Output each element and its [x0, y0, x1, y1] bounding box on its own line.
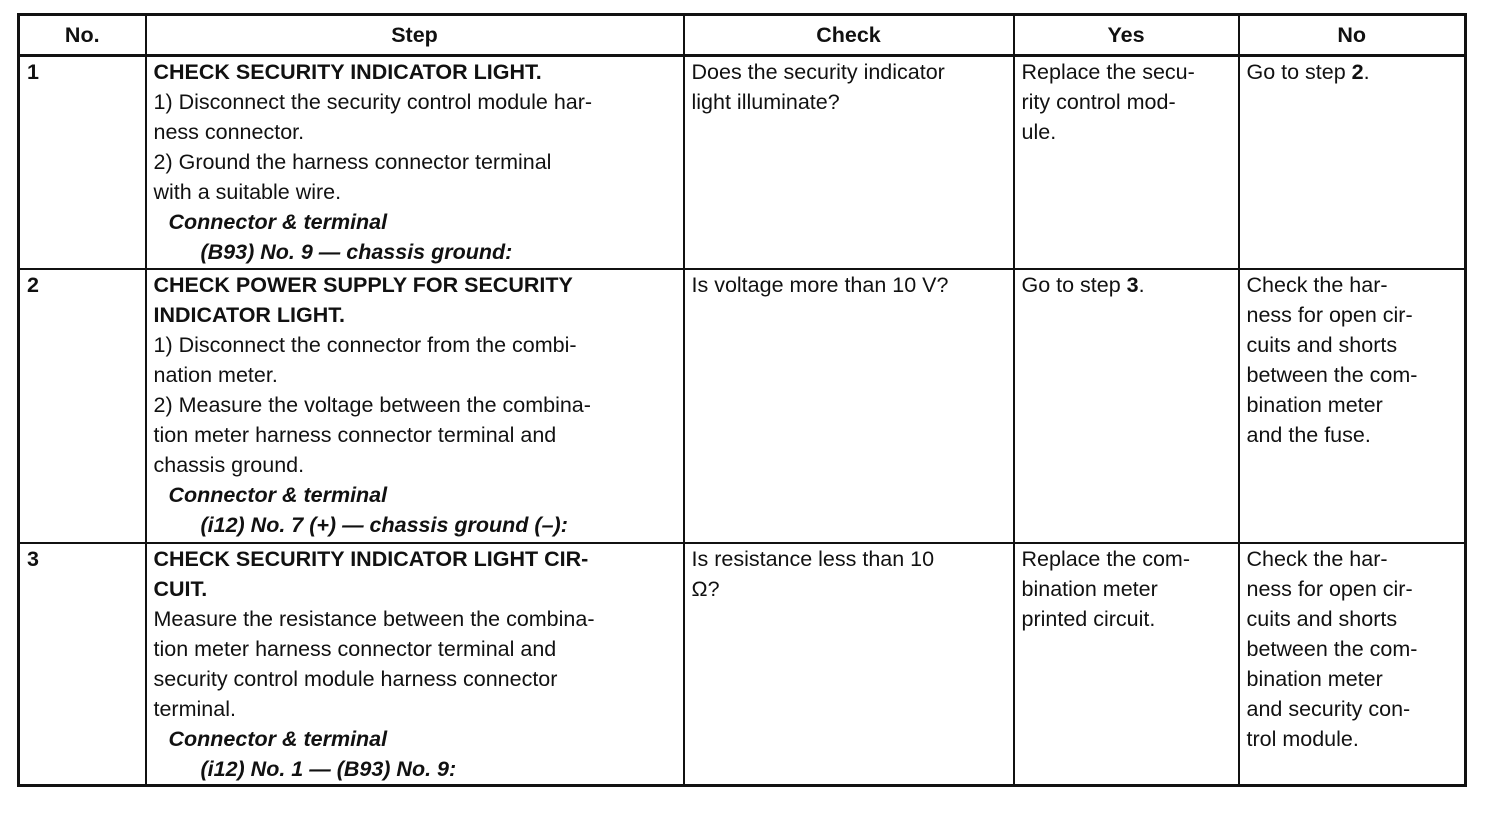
header-row [19, 15, 1466, 56]
step-number: 3 [19, 543, 146, 786]
step-text: tion meter harness connector terminal and [153, 423, 557, 447]
yes-text: ule. [1021, 120, 1057, 144]
step-text: 2) Measure the voltage between the combina- [153, 393, 591, 417]
no-text: and security con- [1246, 697, 1411, 721]
step-text: 1) Disconnect the connector from the combi- [153, 333, 577, 357]
connector-label: Connector & terminal [168, 727, 388, 751]
yes-text: Replace the com- [1021, 547, 1190, 571]
no-text: and the fuse. [1246, 423, 1371, 447]
no-text: cuits and shorts [1246, 333, 1398, 357]
goto-step-number: 3 [1126, 273, 1139, 297]
yes-text: printed circuit. [1021, 607, 1156, 631]
step-title: CHECK SECURITY INDICATOR LIGHT CIR- [153, 547, 589, 571]
goto-prefix: Go to step [1246, 60, 1352, 84]
step-text: terminal. [153, 697, 236, 721]
check-text: Ω? [691, 577, 720, 601]
yes-action [1014, 269, 1239, 543]
table-row [19, 269, 1466, 543]
table-row [19, 543, 1466, 786]
step-text: ness connector. [153, 120, 305, 144]
header-check: Check [684, 15, 1014, 56]
connector-terminal: (B93) No. 9 — chassis ground: [200, 240, 513, 264]
step-text: 1) Disconnect the security control module har- [153, 90, 593, 114]
no-text: trol module. [1246, 727, 1359, 751]
table-row [19, 56, 1466, 270]
check-text: light illuminate? [691, 90, 840, 114]
goto-step-number: 2 [1351, 60, 1364, 84]
step-description [146, 56, 684, 270]
no-text: bination meter [1246, 667, 1383, 691]
connector-label: Connector & terminal [168, 210, 388, 234]
step-description [146, 269, 684, 543]
check-text: Is voltage more than 10 V? [691, 273, 949, 297]
step-title: CHECK POWER SUPPLY FOR SECURITY [153, 273, 573, 297]
step-title: CUIT. [153, 577, 208, 601]
goto-suffix: . [1363, 60, 1370, 84]
no-text: ness for open cir- [1246, 303, 1413, 327]
step-text: security control module harness connector [153, 667, 558, 691]
yes-action [1014, 543, 1239, 786]
diagnostic-procedure-table [17, 13, 1467, 787]
connector-terminal: (i12) No. 7 (+) — chassis ground (–): [200, 513, 568, 537]
goto-suffix: . [1138, 273, 1145, 297]
goto-prefix: Go to step [1021, 273, 1127, 297]
check-text: Is resistance less than 10 [691, 547, 935, 571]
check-question [684, 56, 1014, 270]
step-text: nation meter. [153, 363, 278, 387]
yes-text: rity control mod- [1021, 90, 1176, 114]
yes-action [1014, 56, 1239, 270]
step-number: 1 [19, 56, 146, 270]
step-title: CHECK SECURITY INDICATOR LIGHT. [153, 60, 542, 84]
step-title: INDICATOR LIGHT. [153, 303, 346, 327]
header-no: No. [19, 15, 146, 56]
no-text: ness for open cir- [1246, 577, 1413, 601]
yes-text: bination meter [1021, 577, 1158, 601]
step-text: 2) Ground the harness connector terminal [153, 150, 552, 174]
no-text: bination meter [1246, 393, 1383, 417]
check-question [684, 543, 1014, 786]
header-no-action: No [1239, 15, 1466, 56]
no-text: between the com- [1246, 363, 1418, 387]
step-text: tion meter harness connector terminal and [153, 637, 557, 661]
no-text [1247, 57, 1458, 87]
no-text: Check the har- [1246, 547, 1388, 571]
step-description [146, 543, 684, 786]
check-text: Does the security indicator [691, 60, 945, 84]
connector-label: Connector & terminal [168, 483, 388, 507]
no-action [1239, 543, 1466, 786]
no-text: Check the har- [1246, 273, 1388, 297]
no-text: between the com- [1246, 637, 1418, 661]
yes-text [1022, 270, 1231, 300]
check-question [684, 269, 1014, 543]
no-text: cuits and shorts [1246, 607, 1398, 631]
step-text: Measure the resistance between the combina- [153, 607, 595, 631]
no-action [1239, 269, 1466, 543]
step-number: 2 [19, 269, 146, 543]
yes-text: Replace the secu- [1021, 60, 1195, 84]
step-text: with a suitable wire. [153, 180, 342, 204]
header-yes: Yes [1014, 15, 1239, 56]
connector-terminal: (i12) No. 1 — (B93) No. 9: [200, 757, 457, 781]
no-action [1239, 56, 1466, 270]
step-text: chassis ground. [153, 453, 305, 477]
header-step: Step [146, 15, 684, 56]
